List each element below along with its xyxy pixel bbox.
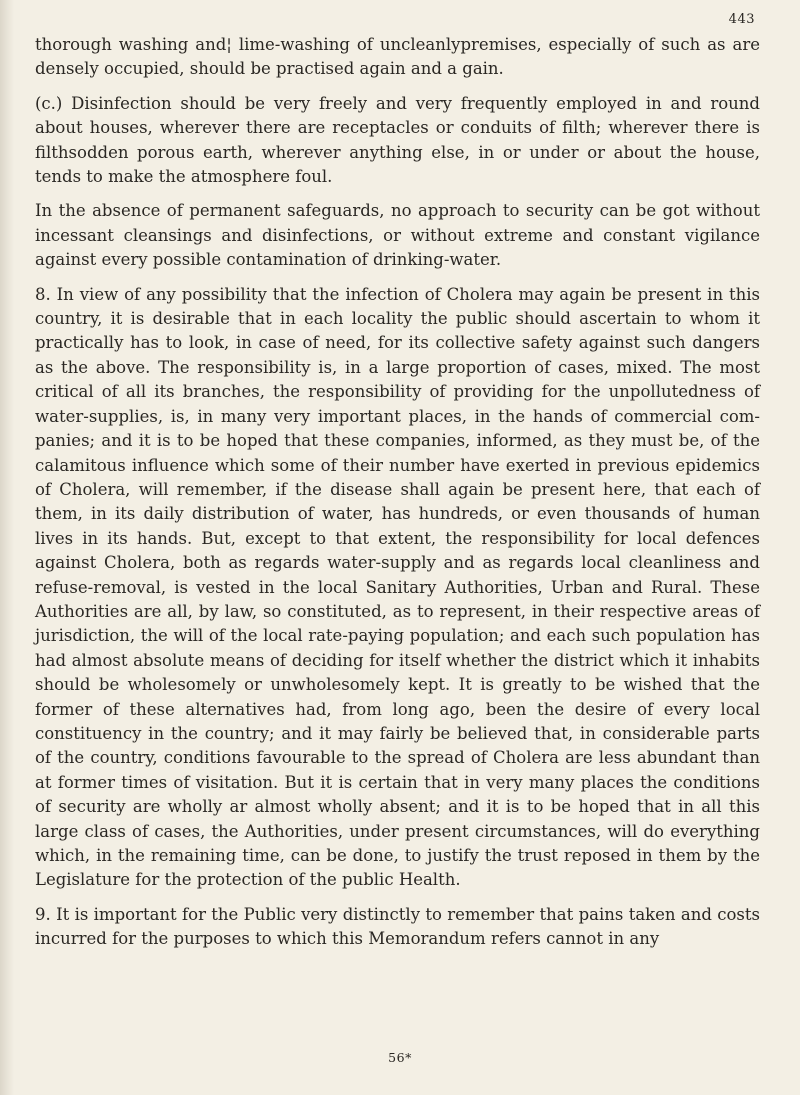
paragraph-section-8: 8. In view of any possibility that the infection of Cholera may again be present in this country, it is desirable that in each locality the public should ascertain to whom it practically has to look, in case of need, for its collective safety against such dangers as the above. The responsibility is, in a large proportion of cases, mixed. The most critical of all its branches, the responsibility of providing for the unpollutedness of water-supplies, is, in many very important places, in the hands of commercial com- panies; and it is to be hoped that these companies, informed, as they must be, of the calamitous influence which some of their number have exerted in previous epidemics of Cholera, will remember, if the disease shall again be present here, that each of them, in its daily distribution of water, has hundreds, or even thousands of human lives in its hands. But, except to that extent, the responsibility for local defences against Cholera, both as regards water-supply and as regards local cleanliness and refuse-removal, is vested in the local Sanitary Authorities, Urban and Rural. These Authorities are all, by law, so constituted, as to represent, in their respective areas of jurisdiction, the will of the local rate-paying population; and each such population has had almost absolute means of deciding for itself whether the district which it inhabits should be wholesomely or unwholesomely kept. It is greatly to be wished that the former of these alternatives had, from long ago, been the desire of every local constituency in the country; and it may fairly be believed that, in considerable parts of the country, conditions favourable to the spread of Cholera are less abundant than at former times of visitation. But it is certain that in very many places the conditions of security are wholly ar almost wholly absent; and it is to be hoped that in all this large class of cases, the Authorities, under present circumstances, will do everything which, in the remaining time, can be done, to justify the trust reposed in them by the Legislature for the protection of the public Health.: [35, 284, 760, 890]
paragraph-disinfection: (c.) Disinfection should be very freely and very frequently employed in and round about houses, wherever there are receptacles or conduits of filth; wherever there is filthsodden porous earth, wherever anything else, in or under or about the house, tends to make the atmosphere foul.: [35, 93, 760, 187]
page-edge-shadow: [0, 0, 14, 1095]
paragraph-safeguards: In the absence of permanent safeguards, no approach to security can be got without incessant cleansings and disinfections, or without extreme and constant vigilance against every possible contamination of drinking-water.: [35, 201, 760, 270]
signature-mark: 56*: [388, 1050, 412, 1065]
paragraph-section-9: 9. It is important for the Public very distinctly to remember that pains taken and costs incurred for the purposes to which this Memorandum refers cannot in any: [35, 904, 760, 949]
paragraph-washing: thorough washing and¦ lime-washing of uncleanlypremises, especially of such as are densely occupied, should be practised again and a gain.: [35, 35, 760, 79]
page-number: 443: [728, 12, 755, 27]
